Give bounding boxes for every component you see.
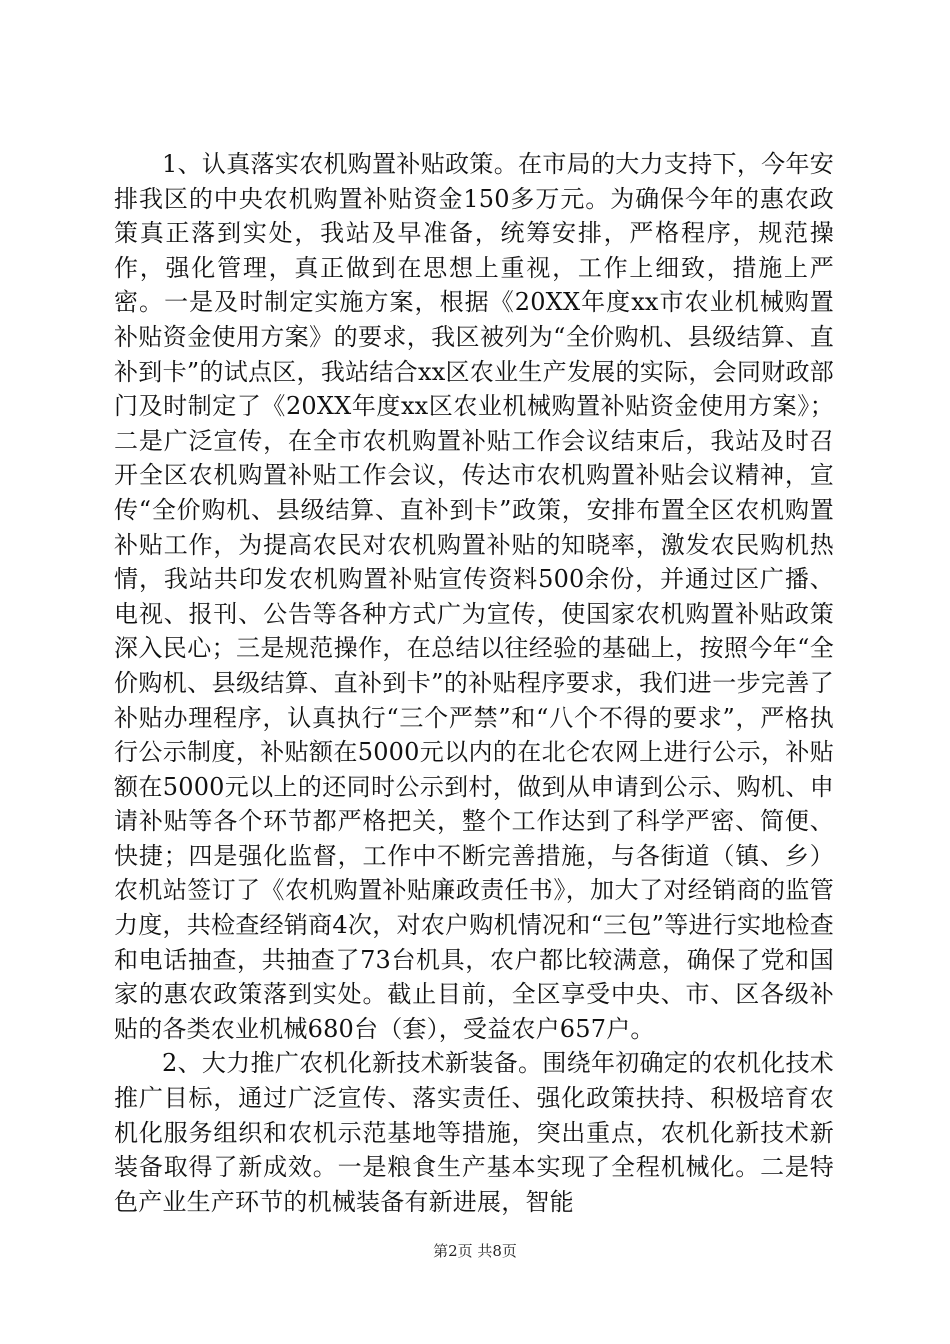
document-body — [114, 147, 834, 1219]
page-number-footer: 第2页 共8页 — [433, 1242, 517, 1260]
paragraph-new-technology: 2、大力推广农机化新技术新装备。围绕年初确定的农机化技术推广目标，通过广泛宣传、落实责任、强化政策扶持、积极培育农机化服务组织和农机示范基地等措施，突出重点，农机化新技术新装备取得了新成效。一是粮食生产基本实现了全程机械化。二是特色产业生产环节的机械装备有新进展，智能 — [114, 1049, 834, 1216]
paragraph-subsidy-policy: 1、认真落实农机购置补贴政策。在市局的大力支持下，今年安排我区的中央农机购置补贴资金150多万元。为确保今年的惠农政策真正落到实处，我站及早准备，统筹安排，严格程序，规范操作，强化管理，真正做到在思想上重视，工作上细致，措施上严密。一是及时制定实施方案，根据《20XX年度xx市农业机械购置补贴资金使用方案》的要求，我区被列为“全价购机、县级结算、直补到卡”的试点区，我站结合xx区农业生产发展的实际，会同财政部门及时制定了《20XX年度xx区农业机械购置补贴资金使用方案》；二是广泛宣传，在全市农机购置补贴工作会议结束后，我站及时召开全区农机购置补贴工作会议，传达市农机购置补贴会议精神，宣传“全价购机、县级结算、直补到卡”政策，安排布置全区农机购置补贴工作，为提高农民对农机购置补贴的知晓率，激发农民购机热情，我站共印发农机购置补贴宣传资料500余份，并通过区广播、电视、报刊、公告等各种方式广为宣传，使国家农机购置补贴政策深入民心；三是规范操作，在总结以往经验的基础上，按照今年“全价购机、县级结算、直补到卡”的补贴程序要求，我们进一步完善了补贴办理程序，认真执行“三个严禁”和“八个不得的要求”，严格执行公示制度，补贴额在5000元以内的在北仑农网上进行公示，补贴额在5000元以上的还同时公示到村，做到从申请到公示、购机、申请补贴等各个环节都严格把关，整个工作达到了科学严密、简便、快捷；四是强化监督，工作中不断完善措施，与各街道（镇、乡）农机站签订了《农机购置补贴廉政责任书》，加大了对经销商的监管力度，共检查经销商4次，对农户购机情况和“三包”等进行实地检查和电话抽查，共抽查了73台机具，农户都比较满意，确保了党和国家的惠农政策落到实处。截止目前，全区享受中央、市、区各级补贴的各类农业机械680台（套），受益农户657户。 — [114, 150, 834, 1043]
